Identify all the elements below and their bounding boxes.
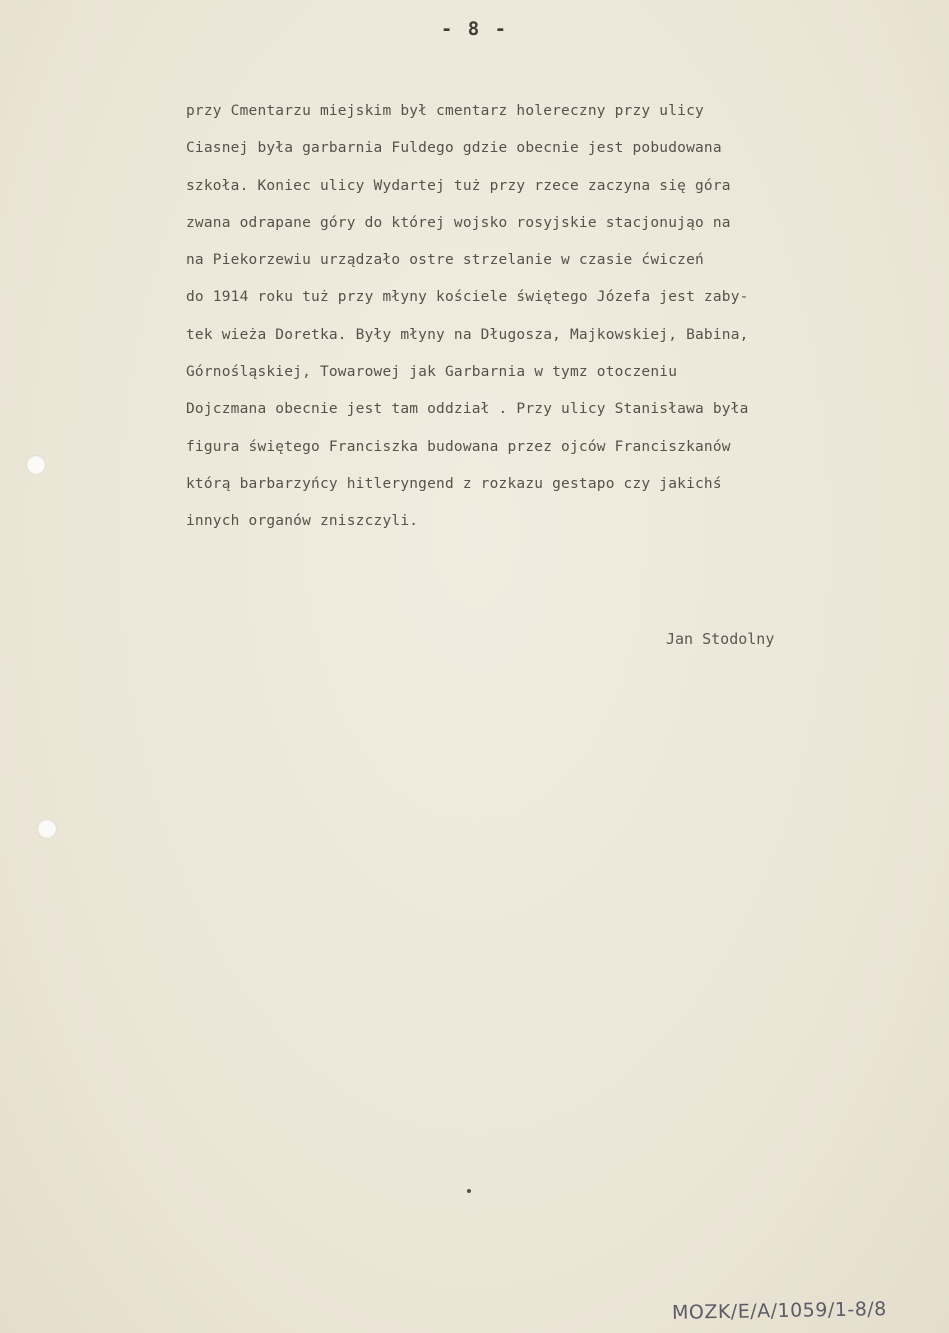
signature: Jan Stodolny — [666, 630, 775, 648]
page-number: - 8 - — [440, 18, 509, 40]
text-line: Ciasnej była garbarnia Fuldego gdzie obecnie jest pobudowana — [186, 140, 722, 157]
punch-hole — [37, 819, 57, 839]
text-line: Górnośląskiej, Towarowej jak Garbarnia w tymz otoczeniu — [186, 364, 678, 381]
text-line: zwana odrapane góry do której wojsko rosyjskie stacjonująo na — [186, 214, 731, 231]
text-line: przy Cmentarzu miejskim był cmentarz holereczny przy ulicy — [186, 103, 704, 119]
punch-hole — [26, 455, 46, 475]
text-line: na Piekorzewiu urządzało ostre strzelanie w czasie ćwiczeń — [186, 252, 704, 269]
archive-reference: MOZK/E/A/1059/1-8/8 — [671, 1298, 887, 1324]
text-line: Dojczmana obecnie jest tam oddział . Przy ulicy Stanisława była — [186, 401, 749, 418]
body-text — [186, 93, 926, 541]
text-line: innych organów zniszczyli. — [186, 513, 419, 530]
text-line: tek wieża Doretka. Były młyny na Długosza, Majkowskiej, Babina, — [186, 326, 749, 343]
text-line: do 1914 roku tuż przy młyny kościele świętego Józefa jest zaby- — [186, 289, 749, 306]
text-line: figura świętego Franciszka budowana przez ojców Franciszkanów — [186, 438, 731, 455]
text-line: szkoła. Koniec ulicy Wydartej tuż przy rzece zaczyna się góra — [186, 177, 731, 194]
ink-dot — [467, 1189, 471, 1193]
text-line: którą barbarzyńcy hitleryngend z rozkazu gestapo czy jakichś — [186, 475, 722, 492]
